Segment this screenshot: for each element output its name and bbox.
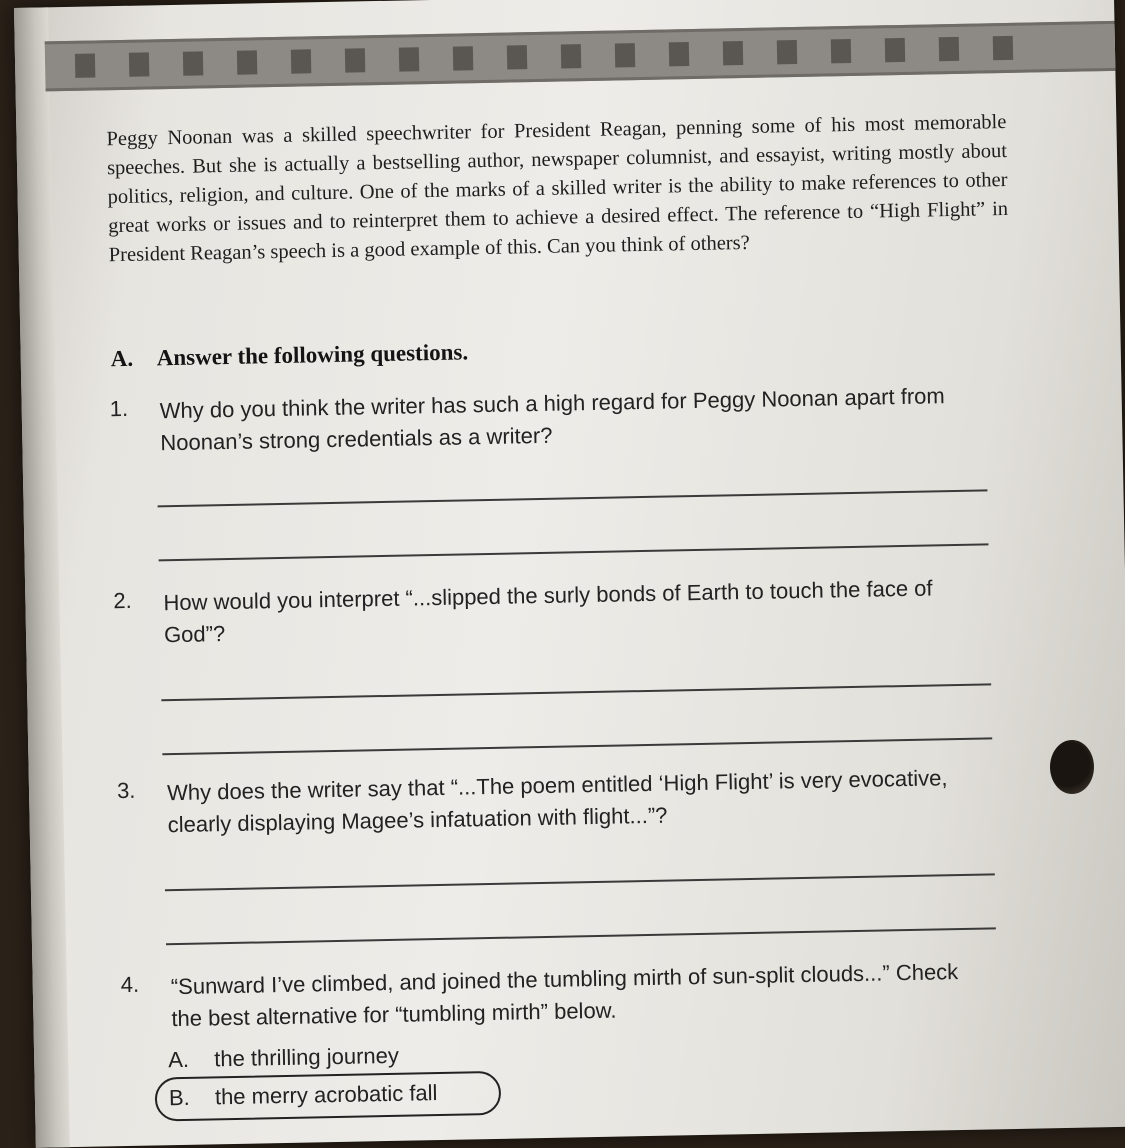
intro-paragraph: Peggy Noonan was a skilled speechwriter for President Reagan, penning some of his most memorable speeches. But she is actually a bestselling author, newspaper columnist, and essayist, writing mostly about politics, religion, and culture. One of the marks of a skilled writer is the ability to make references to other great works or issues and to reinterpret them to achieve a desired effect. The reference to “High Flight” in President Reagan’s speech is a good example of this. Can you think of others? bbox=[106, 110, 1009, 266]
answer-line[interactable] bbox=[158, 489, 988, 507]
binder-hole bbox=[1050, 740, 1094, 794]
answer-line[interactable] bbox=[161, 683, 991, 701]
answer-line[interactable] bbox=[166, 927, 996, 945]
question-text: “Sunward I’ve climbed, and joined the tumbling mirth of sun-split clouds...” Check the best alternative for “tumbling mirth” below. bbox=[170, 959, 959, 1032]
option-text: the thrilling journey bbox=[213, 1042, 400, 1072]
question-1 bbox=[109, 380, 982, 563]
section-heading bbox=[111, 339, 469, 372]
answer-line[interactable] bbox=[159, 543, 989, 561]
option-letter: B. bbox=[168, 1084, 190, 1111]
question-number: 3. bbox=[116, 777, 136, 804]
question-2 bbox=[113, 572, 986, 757]
question-text: How would you interpret “...slipped the surly bonds of Earth to touch the face of God”? bbox=[163, 575, 933, 648]
question-4 bbox=[121, 955, 992, 1036]
selected-circle-mark bbox=[155, 1071, 502, 1122]
question-text: Why does the writer say that “...The poem entitled ‘High Flight’ is very evocative, clearly displaying Magee’s infatuation with flight...”? bbox=[166, 765, 948, 838]
question-number: 2. bbox=[113, 587, 132, 614]
worksheet-page bbox=[14, 0, 1125, 1148]
option-letter: A. bbox=[167, 1046, 190, 1073]
question-number: 1. bbox=[109, 395, 129, 422]
option-text: the merry acrobatic fall bbox=[214, 1080, 438, 1110]
question-3 bbox=[117, 761, 990, 946]
option-a[interactable] bbox=[168, 1043, 399, 1073]
question-number: 4. bbox=[120, 971, 140, 998]
answer-line[interactable] bbox=[165, 873, 995, 891]
answer-line[interactable] bbox=[162, 737, 992, 755]
section-letter: A. bbox=[110, 345, 134, 372]
option-b[interactable] bbox=[169, 1080, 438, 1111]
section-title: Answer the following questions. bbox=[156, 339, 469, 371]
question-text: Why do you think the writer has such a high regard for Peggy Noonan apart from Noonan’s strong credentials as a writer? bbox=[159, 383, 945, 456]
